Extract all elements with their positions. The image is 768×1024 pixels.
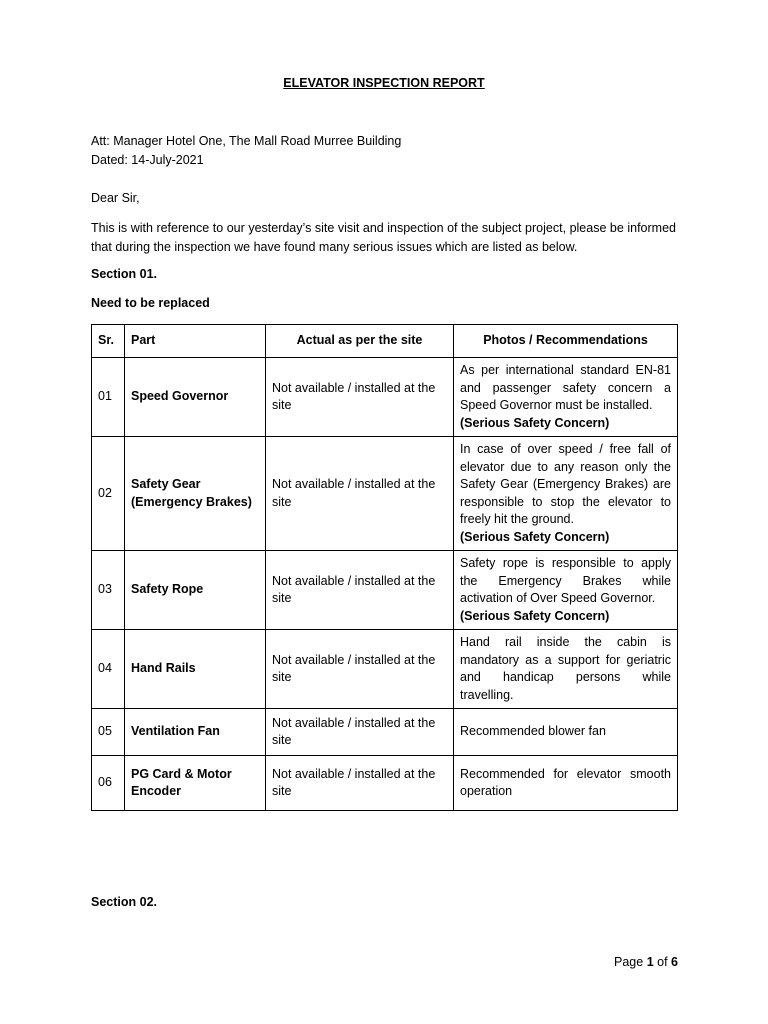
row-actual: Not available / installed at the site bbox=[266, 551, 454, 630]
row-part: Safety Rope bbox=[125, 551, 266, 630]
header-sr: Sr. bbox=[92, 325, 125, 358]
row-part: PG Card & Motor Encoder bbox=[125, 756, 266, 811]
row-part: Speed Governor bbox=[125, 358, 266, 437]
safety-concern-label: (Serious Safety Concern) bbox=[460, 529, 610, 544]
row-recommendation bbox=[454, 437, 678, 551]
recommendation-text: Hand rail inside the cabin is mandatory as a support for geriatric and handicap persons while travelling. bbox=[460, 635, 671, 702]
recommendation-text: Safety rope is responsible to apply the Emergency Brakes while activation of Over Speed Governor. bbox=[460, 556, 671, 605]
row-recommendation bbox=[454, 358, 678, 437]
row-recommendation bbox=[454, 551, 678, 630]
salutation: Dear Sir, bbox=[91, 191, 140, 205]
table-row bbox=[92, 709, 678, 756]
table-row bbox=[92, 358, 678, 437]
row-actual: Not available / installed at the site bbox=[266, 358, 454, 437]
page-total: 6 bbox=[671, 955, 678, 969]
table-row bbox=[92, 756, 678, 811]
page-of-label: of bbox=[657, 955, 668, 969]
row-recommendation bbox=[454, 630, 678, 709]
row-part: Hand Rails bbox=[125, 630, 266, 709]
recommendation-text: Recommended blower fan bbox=[460, 724, 606, 739]
table-row bbox=[92, 551, 678, 630]
page-label: Page bbox=[614, 955, 644, 969]
header-actual: Actual as per the site bbox=[266, 325, 454, 358]
page-number: 1 bbox=[646, 955, 654, 969]
table-row bbox=[92, 437, 678, 551]
row-actual: Not available / installed at the site bbox=[266, 630, 454, 709]
safety-concern-label: (Serious Safety Concern) bbox=[460, 415, 610, 430]
row-sr: 01 bbox=[92, 358, 125, 437]
table-row bbox=[92, 630, 678, 709]
section-01-subheading: Need to be replaced bbox=[91, 296, 210, 310]
section-01-heading: Section 01. bbox=[91, 267, 157, 281]
row-actual: Not available / installed at the site bbox=[266, 709, 454, 756]
page-footer bbox=[614, 955, 678, 969]
row-sr: 05 bbox=[92, 709, 125, 756]
recommendation-text: In case of over speed / free fall of elevator due to any reason only the Safety Gear (Emergency Brakes) are responsible to stop the elevator to freely hit the ground. bbox=[460, 442, 671, 526]
row-actual: Not available / installed at the site bbox=[266, 437, 454, 551]
row-sr: 03 bbox=[92, 551, 125, 630]
intro-paragraph: This is with reference to our yesterday’s site visit and inspection of the subject project, please be informed that during the inspection we have found many serious issues which are listed as below. bbox=[91, 221, 676, 254]
row-sr: 04 bbox=[92, 630, 125, 709]
date-line: Dated: 14-July-2021 bbox=[91, 153, 204, 167]
attention-line: Att: Manager Hotel One, The Mall Road Murree Building bbox=[91, 134, 402, 148]
row-part: Ventilation Fan bbox=[125, 709, 266, 756]
inspection-table bbox=[91, 324, 678, 811]
row-part: Safety Gear (Emergency Brakes) bbox=[125, 437, 266, 551]
row-sr: 06 bbox=[92, 756, 125, 811]
row-sr: 02 bbox=[92, 437, 125, 551]
row-recommendation bbox=[454, 709, 678, 756]
header-photos-recommendations: Photos / Recommendations bbox=[454, 325, 678, 358]
row-recommendation bbox=[454, 756, 678, 811]
header-part: Part bbox=[125, 325, 266, 358]
recommendation-text: As per international standard EN-81 and passenger safety concern a Speed Governor must be installed. bbox=[460, 363, 671, 412]
row-actual: Not available / installed at the site bbox=[266, 756, 454, 811]
report-title: ELEVATOR INSPECTION REPORT bbox=[283, 76, 485, 90]
section-02-heading: Section 02. bbox=[91, 895, 157, 909]
safety-concern-label: (Serious Safety Concern) bbox=[460, 608, 610, 623]
recommendation-text: Recommended for elevator smooth operation bbox=[460, 766, 671, 798]
table-header-row bbox=[92, 325, 678, 358]
